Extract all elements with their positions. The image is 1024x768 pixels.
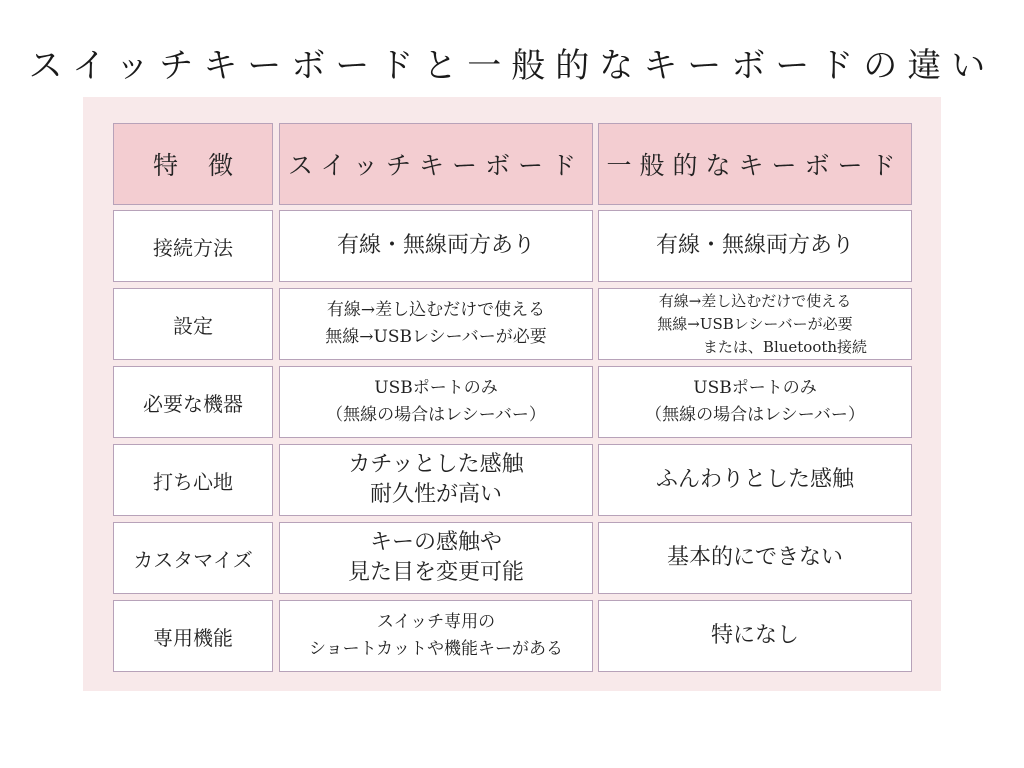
cell-text: キーの感触や (369, 530, 502, 555)
cell-general-connection (598, 210, 912, 282)
row-label-text: 打ち心地 (153, 469, 233, 494)
cell-text: USBポートのみ (693, 378, 817, 398)
cell-text: 特になし (710, 623, 799, 648)
cell-general-customize (598, 522, 912, 594)
cell-general-setup (598, 288, 912, 360)
page-title: スイッチキーボードと一般的なキーボードの違い (28, 46, 996, 86)
header-switch-keyboard (279, 123, 593, 205)
row-label-text: 専用機能 (153, 625, 233, 650)
cell-text: USBポートのみ (374, 378, 498, 398)
cell-switch-setup (279, 288, 593, 360)
row-label-text: 設定 (173, 313, 213, 338)
cell-text: 有線・無線両方あり (655, 233, 854, 258)
header-feature (113, 123, 273, 205)
cell-text: ショートカットや機能キーがある (309, 639, 563, 659)
cell-text: 有線・無線両方あり (336, 233, 535, 258)
header-switch-keyboard-label: スイッチキーボード (287, 151, 584, 180)
header-general-keyboard (598, 123, 912, 205)
cell-text: スイッチ専用の (376, 612, 496, 632)
comparison-table (83, 97, 941, 691)
cell-text: カチッとした感触 (348, 452, 524, 477)
row-label-dedicated-functions (113, 600, 273, 672)
cell-switch-required-devices (279, 366, 593, 438)
cell-switch-dedicated-functions (279, 600, 593, 672)
row-label-connection (113, 210, 273, 282)
cell-text: 有線→差し込むだけで使える (658, 291, 852, 310)
cell-general-dedicated-functions (598, 600, 912, 672)
cell-text: 基本的にできない (666, 545, 843, 570)
row-label-customize (113, 522, 273, 594)
cell-general-typing-feel (598, 444, 912, 516)
cell-text: 無線→USBレシーバーが必要 (325, 327, 547, 347)
cell-switch-typing-feel (279, 444, 593, 516)
row-label-typing-feel (113, 444, 273, 516)
cell-text: （無線の場合はレシーバー） (645, 405, 865, 425)
cell-text: ふんわりとした感触 (655, 467, 854, 492)
cell-text: （無線の場合はレシーバー） (326, 405, 546, 425)
row-label-setup (113, 288, 273, 360)
header-general-keyboard-label: 一般的なキーボード (606, 151, 904, 180)
cell-text: 見た目を変更可能 (347, 560, 524, 585)
row-label-text: カスタマイズ (133, 547, 253, 572)
row-label-required-devices (113, 366, 273, 438)
cell-general-required-devices (598, 366, 912, 438)
cell-text: 有線→差し込むだけで使える (326, 300, 546, 320)
row-label-text: 必要な機器 (143, 391, 243, 416)
row-label-text: 接続方法 (153, 235, 233, 260)
cell-switch-customize (279, 522, 593, 594)
cell-text: 耐久性が高い (369, 482, 502, 507)
cell-text: 無線→USBレシーバーが必要 (657, 314, 853, 333)
header-feature-label: 特徴 (152, 151, 263, 180)
cell-text: または、Bluetooth接続 (702, 337, 868, 356)
cell-switch-connection (279, 210, 593, 282)
